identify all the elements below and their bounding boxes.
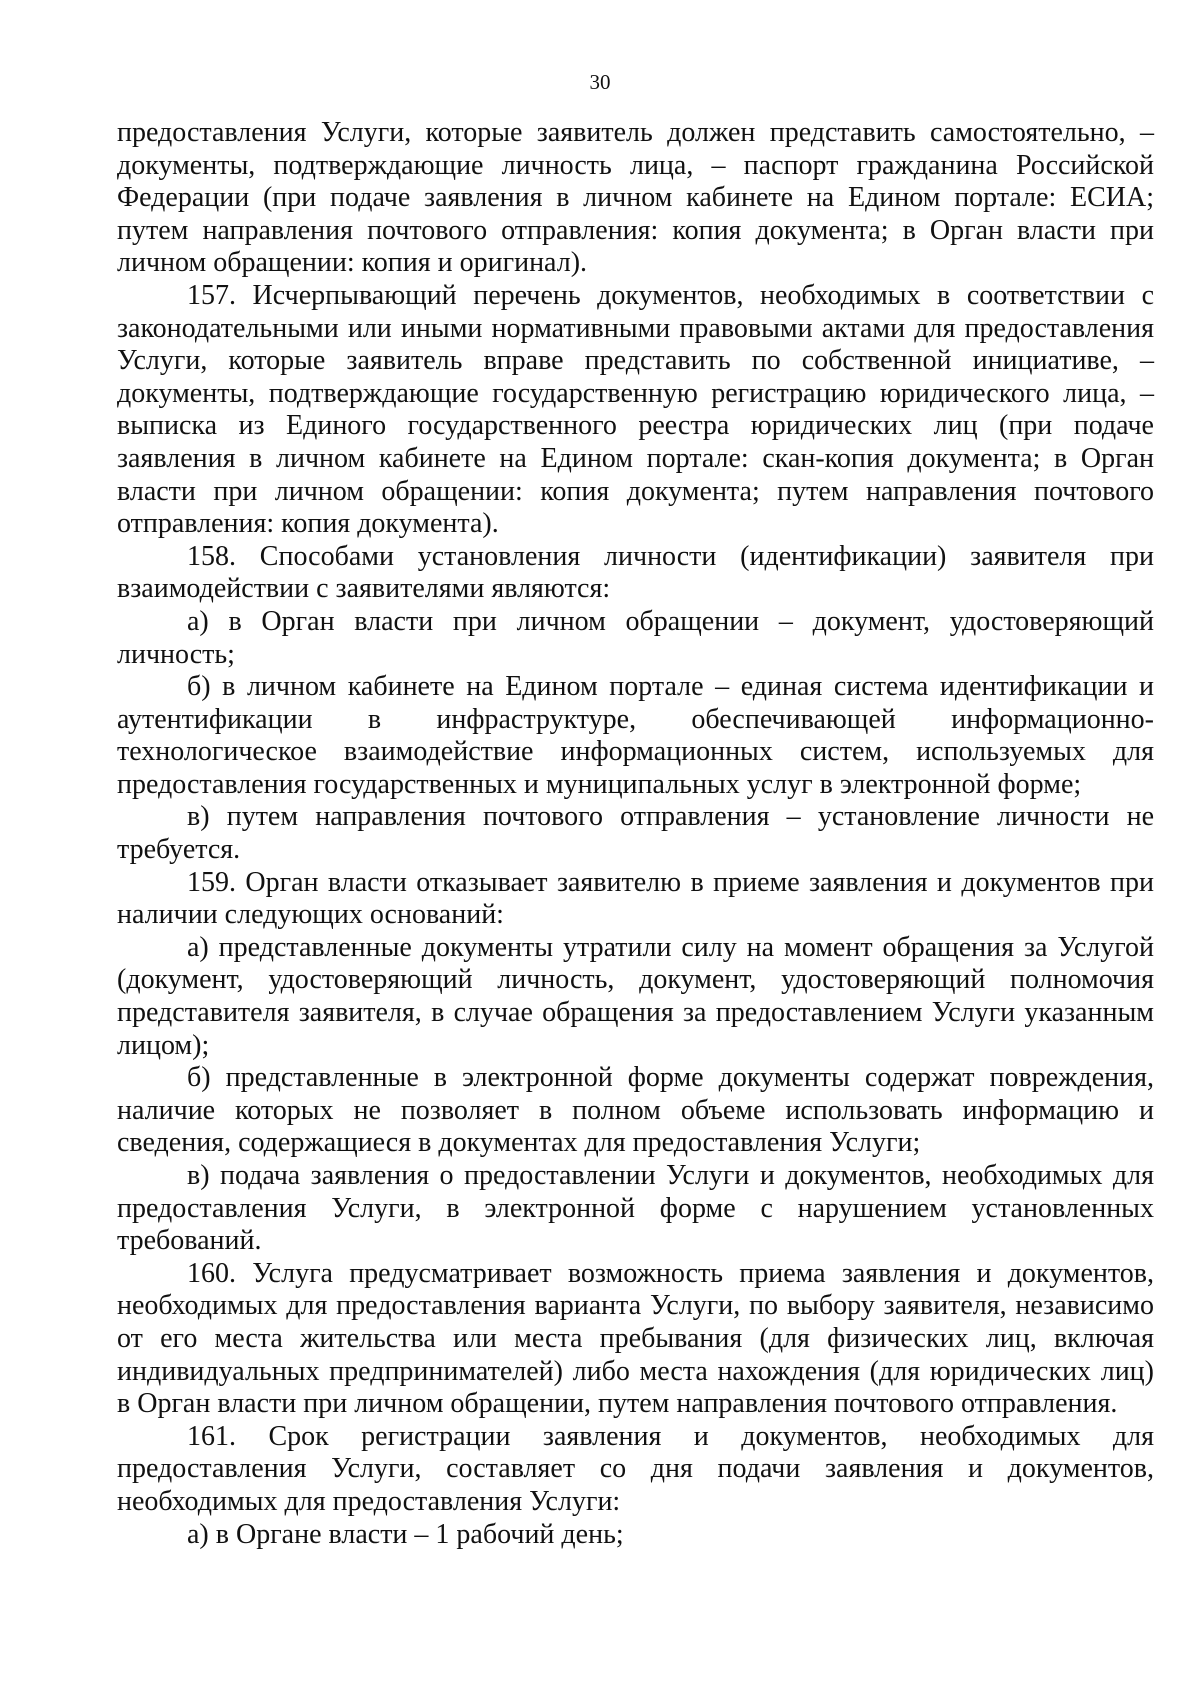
paragraph-158-b: б) в личном кабинете на Едином портале – единая система идентификации и аутентификации в инфраструктуре, обеспечивающей информационно-технологическое взаимодействие информационных систем, используемых для предоставления государственных и муниципальных услуг в электронной форме; [117, 671, 1154, 800]
paragraph-158: 158. Способами установления личности (идентификации) заявителя при взаимодействии с заявителями являются: [117, 540, 1154, 605]
paragraph-161-a: а) в Органе власти – 1 рабочий день; [187, 1518, 624, 1550]
paragraph-159-v: в) подача заявления о предоставлении Услуги и документов, необходимых для предоставления Услуги, в электронной форме с нарушением установленных требований. [117, 1160, 1154, 1257]
paragraph-158-v: в) путем направления почтового отправления – установление личности не требуется. [117, 801, 1154, 866]
page-number: 30 [589, 70, 611, 94]
paragraph-continuation: предоставления Услуги, которые заявитель должен представить самостоятельно, – документы, подтверждающие личность лица, – паспорт гражданина Российской Федерации (при подаче заявления в личном кабинете на Едином портале: ЕСИА; путем направления почтового отправления: копия документа; в Орган власти при личном обращении: копия и оригинал). [117, 117, 1154, 279]
paragraph-160: 160. Услуга предусматривает возможность приема заявления и документов, необходимых для предоставления варианта Услуги, по выбору заявителя, независимо от его места жительства или места пребывания (для физических лиц, включая индивидуальных предпринимателей) либо места нахождения (для юридических лиц) в Орган власти при личном обращении, путем направления почтового отправления. [117, 1257, 1154, 1420]
paragraph-161: 161. Срок регистрации заявления и документов, необходимых для предоставления Услуги, составляет со дня подачи заявления и документов, необходимых для предоставления Услуги: [117, 1420, 1154, 1517]
paragraph-159: 159. Орган власти отказывает заявителю в приеме заявления и документов при наличии следующих оснований: [117, 866, 1154, 931]
paragraph-157: 157. Исчерпывающий перечень документов, необходимых в соответствии с законодательными или иными нормативными правовыми актами для предоставления Услуги, которые заявитель вправе представить по собственной инициативе, – документы, подтверждающие государственную регистрацию юридического лица, – выписка из Единого государственного реестра юридических лиц (при подаче заявления в личном кабинете на Едином портале: скан-копия документа; в Орган власти при личном обращении: копия документа; путем направления почтового отправления: копия документа). [117, 279, 1154, 540]
paragraph-159-b: б) представленные в электронной форме документы содержат повреждения, наличие которых не позволяет в полном объеме использовать информацию и сведения, содержащиеся в документах для предоставления Услуги; [117, 1062, 1154, 1159]
paragraph-158-a: а) в Орган власти при личном обращении – документ, удостоверяющий личность; [117, 605, 1154, 670]
document-body [117, 117, 1154, 1551]
paragraph-159-a: а) представленные документы утратили силу на момент обращения за Услугой (документ, удостоверяющий личность, документ, удостоверяющий полномочия представителя заявителя, в случае обращения за предоставлением Услуги указанным лицом); [117, 931, 1154, 1061]
